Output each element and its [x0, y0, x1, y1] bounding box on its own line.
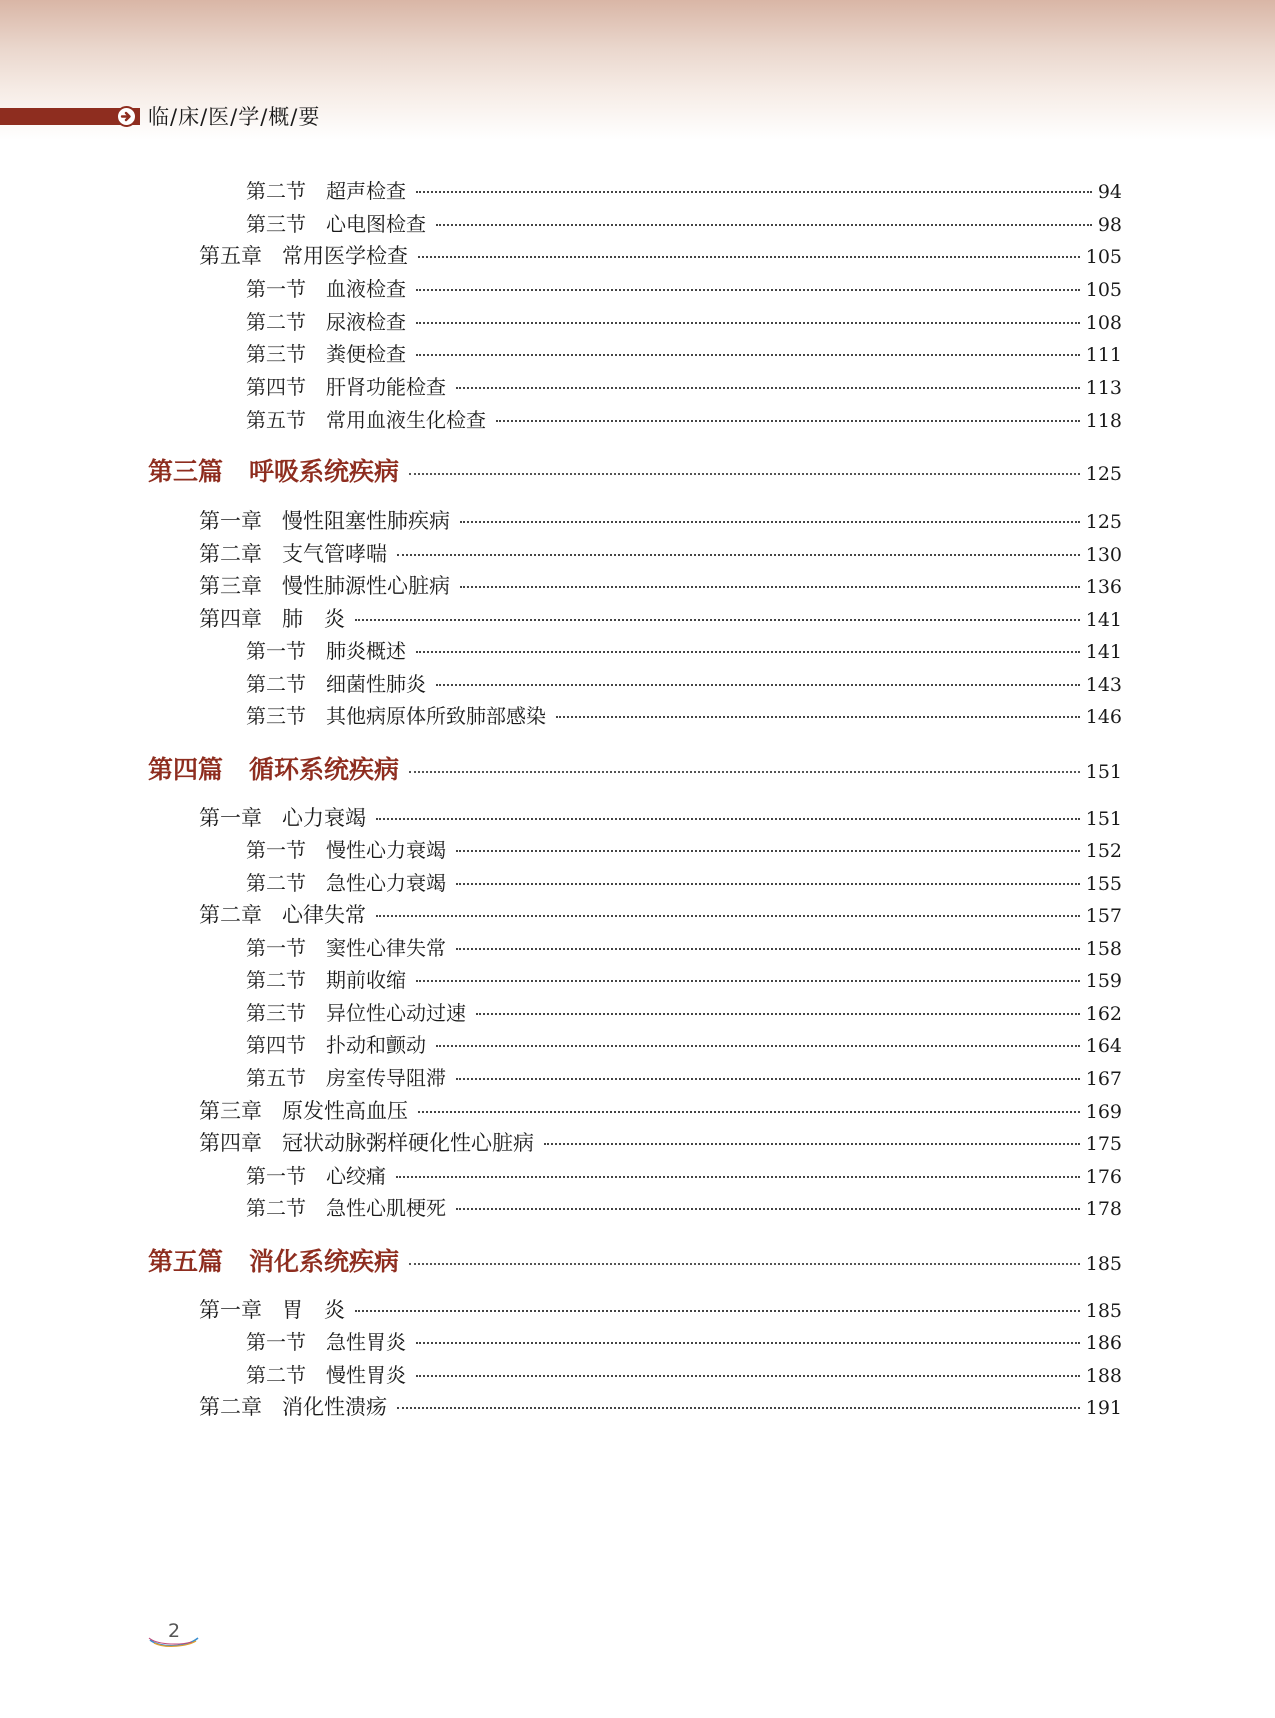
toc-entry-section[interactable]	[246, 668, 1122, 697]
toc-entry-page: 136	[1085, 576, 1122, 598]
toc-entry-title: 异位性心动过速	[326, 1001, 466, 1025]
toc-entry-chapter[interactable]	[199, 570, 1122, 600]
toc-dot-leader	[556, 716, 1080, 718]
toc-dot-leader	[409, 473, 1080, 475]
toc-entry-number: 第二节	[246, 1363, 306, 1387]
toc-entry-title: 循环系统疾病	[249, 755, 400, 784]
toc-entry-page: 176	[1085, 1166, 1122, 1188]
arrow-right-circle-icon	[116, 106, 137, 127]
toc-dot-leader	[496, 420, 1080, 422]
toc-entry-number: 第五篇	[148, 1247, 224, 1276]
toc-dot-leader	[416, 354, 1080, 356]
toc-entry-title: 期前收缩	[326, 968, 406, 992]
toc-dot-leader	[456, 948, 1080, 950]
toc-entry-section[interactable]	[246, 700, 1122, 729]
toc-dot-leader	[456, 850, 1080, 852]
toc-entry-chapter[interactable]	[199, 1127, 1122, 1157]
toc-entry-page: 155	[1085, 873, 1122, 895]
toc-entry-number: 第二节	[246, 310, 306, 334]
toc-entry-label	[246, 635, 406, 664]
toc-entry-label	[246, 997, 466, 1026]
toc-dot-leader	[397, 554, 1080, 556]
toc-entry-number: 第一节	[246, 1164, 306, 1188]
toc-entry-page: 151	[1085, 761, 1122, 783]
toc-entry-title: 冠状动脉粥样硬化性心脏病	[282, 1131, 534, 1155]
toc-entry-section[interactable]	[246, 964, 1122, 993]
toc-entry-chapter[interactable]	[199, 1391, 1122, 1421]
toc-entry-label	[246, 1359, 406, 1388]
toc-entry-number: 第四节	[246, 375, 306, 399]
toc-entry-title: 房室传导阻滞	[326, 1066, 446, 1090]
toc-entry-section[interactable]	[246, 997, 1122, 1026]
toc-entry-number: 第四篇	[148, 755, 224, 784]
toc-dot-leader	[476, 1013, 1080, 1015]
toc-entry-page: 105	[1085, 279, 1122, 301]
toc-entry-title: 慢性阻塞性肺疾病	[282, 509, 450, 533]
toc-entry-label	[199, 538, 387, 568]
toc-entry-page: 141	[1085, 641, 1122, 663]
toc-entry-section[interactable]	[246, 1160, 1122, 1189]
toc-entry-chapter[interactable]	[199, 1294, 1122, 1324]
toc-entry-chapter[interactable]	[199, 505, 1122, 535]
toc-entry-page: 178	[1085, 1198, 1122, 1220]
toc-entry-label	[148, 1242, 399, 1278]
toc-entry-label	[199, 1127, 534, 1157]
toc-dot-leader	[436, 684, 1080, 686]
toc-entry-title: 消化系统疾病	[249, 1247, 400, 1276]
toc-dot-leader	[376, 818, 1080, 820]
toc-entry-page: 191	[1085, 1397, 1122, 1419]
toc-entry-page: 158	[1085, 938, 1122, 960]
toc-entry-label	[199, 1095, 408, 1125]
toc-entry-title: 肺炎概述	[326, 639, 406, 663]
toc-entry-page: 111	[1085, 344, 1122, 366]
toc-entry-label	[246, 700, 546, 729]
toc-entry-title: 窦性心律失常	[326, 936, 446, 960]
toc-entry-label	[199, 603, 345, 633]
toc-entry-section[interactable]	[246, 273, 1122, 302]
toc-entry-part[interactable]	[148, 750, 1122, 786]
toc-entry-section[interactable]	[246, 1326, 1122, 1355]
toc-entry-number: 第一节	[246, 277, 306, 301]
toc-entry-title: 原发性高血压	[282, 1099, 408, 1123]
toc-entry-number: 第二章	[199, 1395, 262, 1419]
toc-dot-leader	[456, 1078, 1080, 1080]
toc-entry-section[interactable]	[246, 867, 1122, 896]
toc-entry-page: 141	[1085, 609, 1122, 631]
toc-dot-leader	[544, 1143, 1080, 1145]
toc-entry-section[interactable]	[246, 208, 1122, 237]
toc-entry-label	[148, 750, 399, 786]
toc-entry-title: 其他病原体所致肺部感染	[326, 704, 546, 728]
toc-entry-title: 急性胃炎	[326, 1330, 406, 1354]
toc-entry-title: 消化性溃疡	[282, 1395, 387, 1419]
toc-entry-label	[246, 273, 406, 302]
toc-entry-number: 第一节	[246, 1330, 306, 1354]
toc-entry-title: 心力衰竭	[282, 806, 366, 830]
toc-entry-number: 第三章	[199, 1099, 262, 1123]
toc-entry-page: 105	[1085, 246, 1122, 268]
toc-entry-number: 第三篇	[148, 457, 224, 486]
toc-entry-page: 146	[1085, 706, 1122, 728]
toc-entry-label	[148, 452, 399, 488]
toc-entry-label	[199, 1294, 345, 1324]
toc-entry-chapter[interactable]	[199, 603, 1122, 633]
toc-entry-title: 慢性肺源性心脏病	[282, 574, 450, 598]
toc-dot-leader	[409, 771, 1080, 773]
toc-entry-label	[246, 932, 446, 961]
toc-entry-page: 175	[1085, 1133, 1122, 1155]
toc-entry-number: 第二节	[246, 672, 306, 696]
page-number: 2	[168, 1620, 181, 1642]
toc-dot-leader	[416, 651, 1080, 653]
toc-entry-section[interactable]	[246, 1062, 1122, 1091]
toc-entry-number: 第一节	[246, 838, 306, 862]
toc-entry-section[interactable]	[246, 371, 1122, 400]
toc-entry-page: 169	[1085, 1101, 1122, 1123]
toc-entry-label	[246, 1160, 386, 1189]
toc-entry-title: 慢性心力衰竭	[326, 838, 446, 862]
toc-entry-title: 肺 炎	[282, 607, 345, 631]
toc-entry-title: 心律失常	[282, 903, 366, 927]
toc-entry-number: 第三节	[246, 704, 306, 728]
toc-entry-title: 扑动和颤动	[326, 1033, 426, 1057]
toc-entry-page: 185	[1085, 1300, 1122, 1322]
toc-dot-leader	[436, 1045, 1080, 1047]
toc-entry-chapter[interactable]	[199, 1095, 1122, 1125]
toc-entry-page: 125	[1085, 511, 1122, 533]
toc-entry-page: 162	[1085, 1003, 1122, 1025]
toc-entry-number: 第一章	[199, 806, 262, 830]
toc-entry-title: 急性心力衰竭	[326, 871, 446, 895]
toc-dot-leader	[460, 586, 1080, 588]
toc-entry-page: 164	[1085, 1035, 1122, 1057]
toc-entry-number: 第四节	[246, 1033, 306, 1057]
toc-entry-label	[246, 1029, 426, 1058]
toc-entry-label	[199, 505, 450, 535]
toc-entry-page: 108	[1085, 312, 1122, 334]
toc-entry-title: 肝肾功能检查	[326, 375, 446, 399]
toc-entry-page: 143	[1085, 674, 1122, 696]
toc-entry-title: 超声检查	[326, 179, 406, 203]
toc-entry-number: 第一节	[246, 639, 306, 663]
toc-entry-label	[246, 867, 446, 896]
toc-entry-section[interactable]	[246, 834, 1122, 863]
toc-entry-title: 尿液检查	[326, 310, 406, 334]
toc-entry-label	[246, 1326, 406, 1355]
toc-dot-leader	[409, 1263, 1080, 1265]
toc-entry-title: 心绞痛	[326, 1164, 386, 1188]
toc-entry-page: 151	[1085, 808, 1122, 830]
toc-entry-label	[246, 208, 426, 237]
toc-entry-section[interactable]	[246, 635, 1122, 664]
toc-entry-number: 第一章	[199, 509, 262, 533]
toc-entry-label	[199, 570, 450, 600]
toc-entry-label	[246, 306, 406, 335]
toc-dot-leader	[418, 256, 1080, 258]
toc-entry-label	[246, 834, 446, 863]
toc-dot-leader	[396, 1176, 1080, 1178]
toc-entry-section[interactable]	[246, 932, 1122, 961]
toc-dot-leader	[436, 224, 1092, 226]
book-title: 临/床/医/学/概/要	[148, 105, 321, 129]
toc-entry-number: 第二节	[246, 179, 306, 203]
toc-entry-page: 167	[1085, 1068, 1122, 1090]
toc-entry-title: 胃 炎	[282, 1298, 345, 1322]
toc-entry-section[interactable]	[246, 1192, 1122, 1221]
toc-entry-section[interactable]	[246, 338, 1122, 367]
toc-entry-number: 第五章	[199, 244, 262, 268]
toc-entry-label	[246, 1062, 446, 1091]
toc-entry-number: 第二节	[246, 968, 306, 992]
toc-entry-label	[199, 1391, 387, 1421]
toc-entry-page: 185	[1085, 1253, 1122, 1275]
toc-dot-leader	[376, 915, 1080, 917]
toc-entry-number: 第五节	[246, 408, 306, 432]
toc-entry-section[interactable]	[246, 175, 1122, 204]
toc-dot-leader	[416, 191, 1092, 193]
toc-entry-page: 188	[1085, 1365, 1122, 1387]
toc-entry-page: 186	[1085, 1332, 1122, 1354]
toc-entry-number: 第一章	[199, 1298, 262, 1322]
toc-entry-chapter[interactable]	[199, 538, 1122, 568]
toc-entry-page: 130	[1085, 544, 1122, 566]
toc-entry-number: 第五节	[246, 1066, 306, 1090]
toc-entry-title: 血液检查	[326, 277, 406, 301]
toc-dot-leader	[456, 1208, 1080, 1210]
toc-entry-page: 157	[1085, 905, 1122, 927]
toc-entry-page: 159	[1085, 970, 1122, 992]
toc-entry-number: 第二章	[199, 903, 262, 927]
toc-entry-section[interactable]	[246, 404, 1122, 433]
toc-entry-part[interactable]	[148, 452, 1122, 488]
toc-entry-label	[246, 338, 406, 367]
toc-entry-page: 98	[1097, 214, 1122, 236]
toc-entry-number: 第二节	[246, 871, 306, 895]
toc-entry-title: 常用医学检查	[282, 244, 408, 268]
toc-entry-number: 第四章	[199, 1131, 262, 1155]
toc-entry-number: 第三节	[246, 1001, 306, 1025]
toc-entry-section[interactable]	[246, 1029, 1122, 1058]
toc-entry-page: 152	[1085, 840, 1122, 862]
toc-entry-title: 常用血液生化检查	[326, 408, 486, 432]
toc-dot-leader	[456, 387, 1080, 389]
toc-entry-title: 细菌性肺炎	[326, 672, 426, 696]
toc-dot-leader	[416, 1342, 1080, 1344]
toc-entry-title: 呼吸系统疾病	[249, 457, 400, 486]
toc-entry-title: 慢性胃炎	[326, 1363, 406, 1387]
toc-dot-leader	[416, 1375, 1080, 1377]
toc-entry-section[interactable]	[246, 306, 1122, 335]
toc-entry-title: 支气管哮喘	[282, 542, 387, 566]
toc-dot-leader	[355, 619, 1080, 621]
toc-entry-page: 94	[1097, 181, 1122, 203]
toc-dot-leader	[460, 521, 1080, 523]
toc-entry-page: 118	[1085, 410, 1122, 432]
toc-entry-label	[246, 668, 426, 697]
toc-entry-chapter[interactable]	[199, 240, 1122, 270]
toc-entry-number: 第三节	[246, 342, 306, 366]
toc-dot-leader	[416, 289, 1080, 291]
toc-entry-label	[246, 175, 406, 204]
toc-entry-chapter[interactable]	[199, 899, 1122, 929]
toc-entry-number: 第三章	[199, 574, 262, 598]
toc-entry-number: 第二节	[246, 1196, 306, 1220]
toc-entry-part[interactable]	[148, 1242, 1122, 1278]
toc-dot-leader	[456, 883, 1080, 885]
toc-entry-chapter[interactable]	[199, 802, 1122, 832]
toc-dot-leader	[355, 1310, 1080, 1312]
toc-entry-page: 113	[1085, 377, 1122, 399]
toc-entry-label	[199, 240, 408, 270]
toc-entry-title: 心电图检查	[326, 212, 426, 236]
toc-entry-page: 125	[1085, 463, 1122, 485]
toc-entry-label	[199, 899, 366, 929]
toc-dot-leader	[418, 1111, 1080, 1113]
toc-entry-section[interactable]	[246, 1359, 1122, 1388]
toc-dot-leader	[416, 980, 1080, 982]
toc-entry-number: 第三节	[246, 212, 306, 236]
toc-entry-label	[246, 1192, 446, 1221]
toc-entry-title: 急性心肌梗死	[326, 1196, 446, 1220]
toc-entry-title: 粪便检查	[326, 342, 406, 366]
toc-entry-label	[199, 802, 366, 832]
toc-entry-label	[246, 404, 486, 433]
toc-dot-leader	[397, 1407, 1080, 1409]
toc-entry-number: 第一节	[246, 936, 306, 960]
toc-dot-leader	[416, 322, 1080, 324]
toc-entry-label	[246, 371, 446, 400]
toc-entry-label	[246, 964, 406, 993]
toc-entry-number: 第四章	[199, 607, 262, 631]
toc-entry-number: 第二章	[199, 542, 262, 566]
